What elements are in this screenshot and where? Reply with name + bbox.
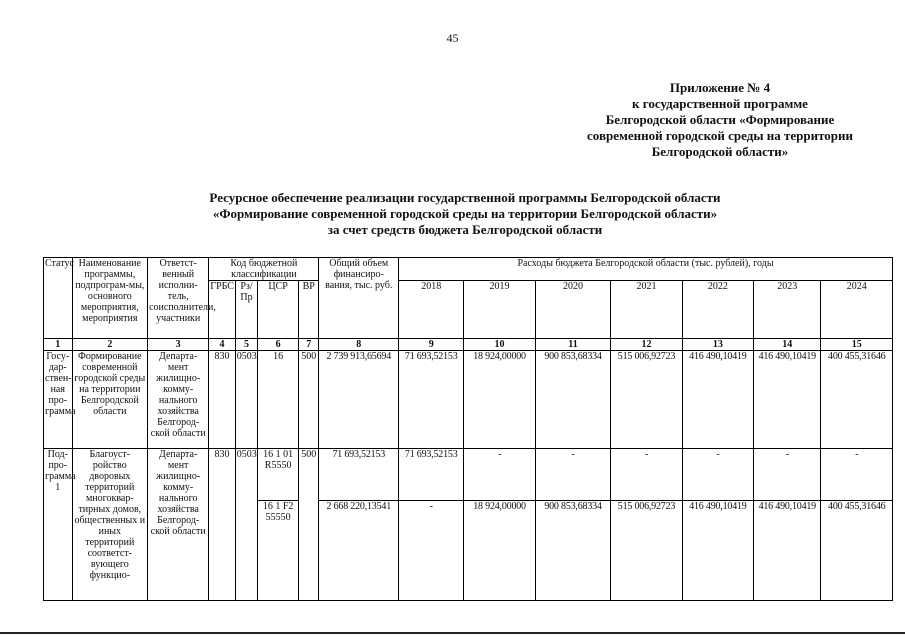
title-line: «Формирование современной городской среды на территории Белгородской области» [212,206,718,221]
program-grbs: 830 [209,351,236,449]
program-year-value: 18 924,00000 [464,351,535,449]
subprogram-year-value: - [754,449,821,501]
program-status: Госу-дар-ствен-ная про-грамма [44,351,73,449]
table-header-row [44,258,893,281]
column-number-row [44,339,893,351]
subprogram-executor: Департа-мент жилищно-комму-нального хозяйства Белгород-ской области [148,449,209,601]
header-executor: Ответст-венный исполни-тель, соисполнители, участники [148,258,209,339]
program-rzpr: 0503 [235,351,257,449]
subprogram-year-value: 416 490,10419 [682,501,753,601]
subprogram-year-value: 416 490,10419 [754,501,821,601]
header-year: 2023 [754,281,821,339]
program-year-value: 400 455,31646 [821,351,893,449]
column-number: 2 [72,339,148,351]
subprogram-year-value: - [821,449,893,501]
header-rzpr: Рз/ Пр [235,281,257,339]
column-number: 15 [821,339,893,351]
program-year-value: 515 006,92723 [611,351,682,449]
subprogram-year-value: 71 693,52153 [399,449,464,501]
page-bottom-edge [0,632,905,634]
subprogram-row [44,449,893,501]
subprogram-year-value: - [535,449,611,501]
header-expenses: Расходы бюджета Белгородской области (тыс. рублей), годы [399,258,893,281]
subprogram-year-value: - [611,449,682,501]
budget-table [43,257,893,601]
subprogram-grbs: 830 [209,449,236,601]
header-name: Наименование программы, подпрограм-мы, основного мероприятия, мероприятия [72,258,148,339]
subprogram-year-value: 900 853,68334 [535,501,611,601]
header-csr: ЦСР [258,281,299,339]
header-status: Статус [44,258,73,339]
column-number: 7 [299,339,319,351]
column-number: 11 [535,339,611,351]
header-year: 2021 [611,281,682,339]
program-year-value: 416 490,10419 [754,351,821,449]
subprogram-total: 71 693,52153 [319,449,399,501]
appendix-line: современной городской среды на территории [587,128,853,143]
subprogram-total: 2 668 220,13541 [319,501,399,601]
header-vr: ВР [299,281,319,339]
header-year: 2018 [399,281,464,339]
program-executor: Департа-мент жилищно-комму-нального хозяйства Белгород-ской области [148,351,209,449]
column-number: 9 [399,339,464,351]
column-number: 1 [44,339,73,351]
title-line: за счет средств бюджета Белгородской области [327,222,603,237]
column-number: 6 [258,339,299,351]
column-number: 14 [754,339,821,351]
header-year: 2020 [535,281,611,339]
column-number: 12 [611,339,682,351]
subprogram-name: Благоуст-ройство дворовых территорий многоквар-тирных домов, общественных и иных территорий соответст-вующего функцио- [72,449,148,601]
subprogram-status: Под-про-грамма 1 [44,449,73,601]
appendix-line: к государственной программе [632,96,808,111]
subprogram-csr: 16 1 F2 55550 [258,501,299,601]
program-year-value: 71 693,52153 [399,351,464,449]
program-row [44,351,893,449]
subprogram-year-value: 515 006,92723 [611,501,682,601]
column-number: 8 [319,339,399,351]
column-number: 4 [209,339,236,351]
header-grbs: ГРБС [209,281,236,339]
appendix-line: Белгородской области «Формирование [605,112,835,127]
program-csr: 16 [258,351,299,449]
page-number: 45 [446,31,459,45]
appendix-line: Приложение № 4 [669,80,771,95]
header-year: 2024 [821,281,893,339]
document-title [100,190,830,238]
subprogram-year-value: 400 455,31646 [821,501,893,601]
program-total: 2 739 913,65694 [319,351,399,449]
subprogram-year-value: - [682,449,753,501]
column-number: 13 [682,339,753,351]
program-name: Формирование современной городской среды на территории Белгородской области [72,351,148,449]
subprogram-rzpr: 0503 [235,449,257,601]
column-number: 3 [148,339,209,351]
appendix-line: Белгородской области» [651,144,789,159]
appendix-header [560,80,880,160]
program-vr: 500 [299,351,319,449]
header-year: 2019 [464,281,535,339]
subprogram-csr: 16 1 01 R5550 [258,449,299,501]
header-year: 2022 [682,281,753,339]
subprogram-year-value: - [464,449,535,501]
header-budget-code: Код бюджетной классификации [209,258,319,281]
title-line: Ресурсное обеспечение реализации государственной программы Белгородской области [209,190,721,205]
program-year-value: 900 853,68334 [535,351,611,449]
subprogram-year-value: - [399,501,464,601]
program-year-value: 416 490,10419 [682,351,753,449]
column-number: 5 [235,339,257,351]
column-number: 10 [464,339,535,351]
subprogram-vr: 500 [299,449,319,601]
header-total: Общий объем финансиро-вания, тыс. руб. [319,258,399,339]
subprogram-year-value: 18 924,00000 [464,501,535,601]
